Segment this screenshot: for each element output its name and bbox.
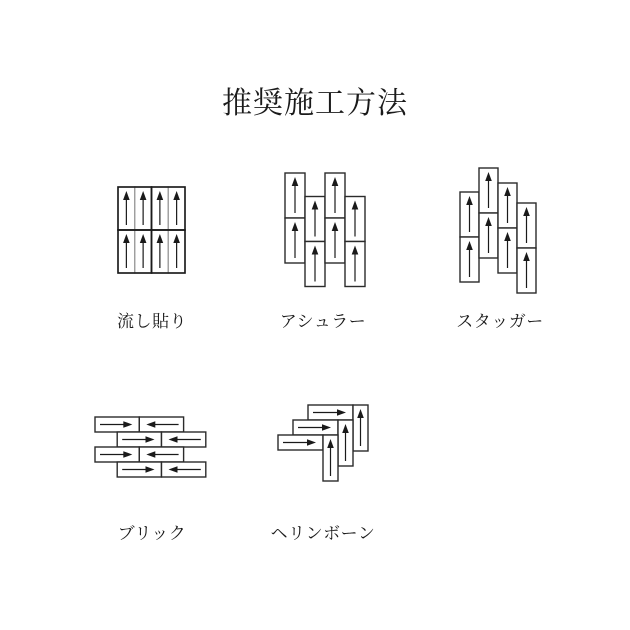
pattern-label-brick: ブリック <box>117 524 187 543</box>
nagashibari-diagram <box>118 187 185 273</box>
ashlar-diagram <box>285 173 365 287</box>
stagger-diagram <box>460 168 536 293</box>
herringbone-diagram <box>278 405 368 481</box>
pattern-label-nagashibari: 流し貼り <box>117 312 187 331</box>
pattern-label-stagger: スタッガー <box>456 312 544 331</box>
page-title: 推奨施工方法 <box>222 87 408 120</box>
brick-diagram <box>95 417 206 477</box>
pattern-label-ashlar: アシュラー <box>279 312 367 331</box>
pattern-label-herringbone: ヘリンボーン <box>270 524 376 543</box>
